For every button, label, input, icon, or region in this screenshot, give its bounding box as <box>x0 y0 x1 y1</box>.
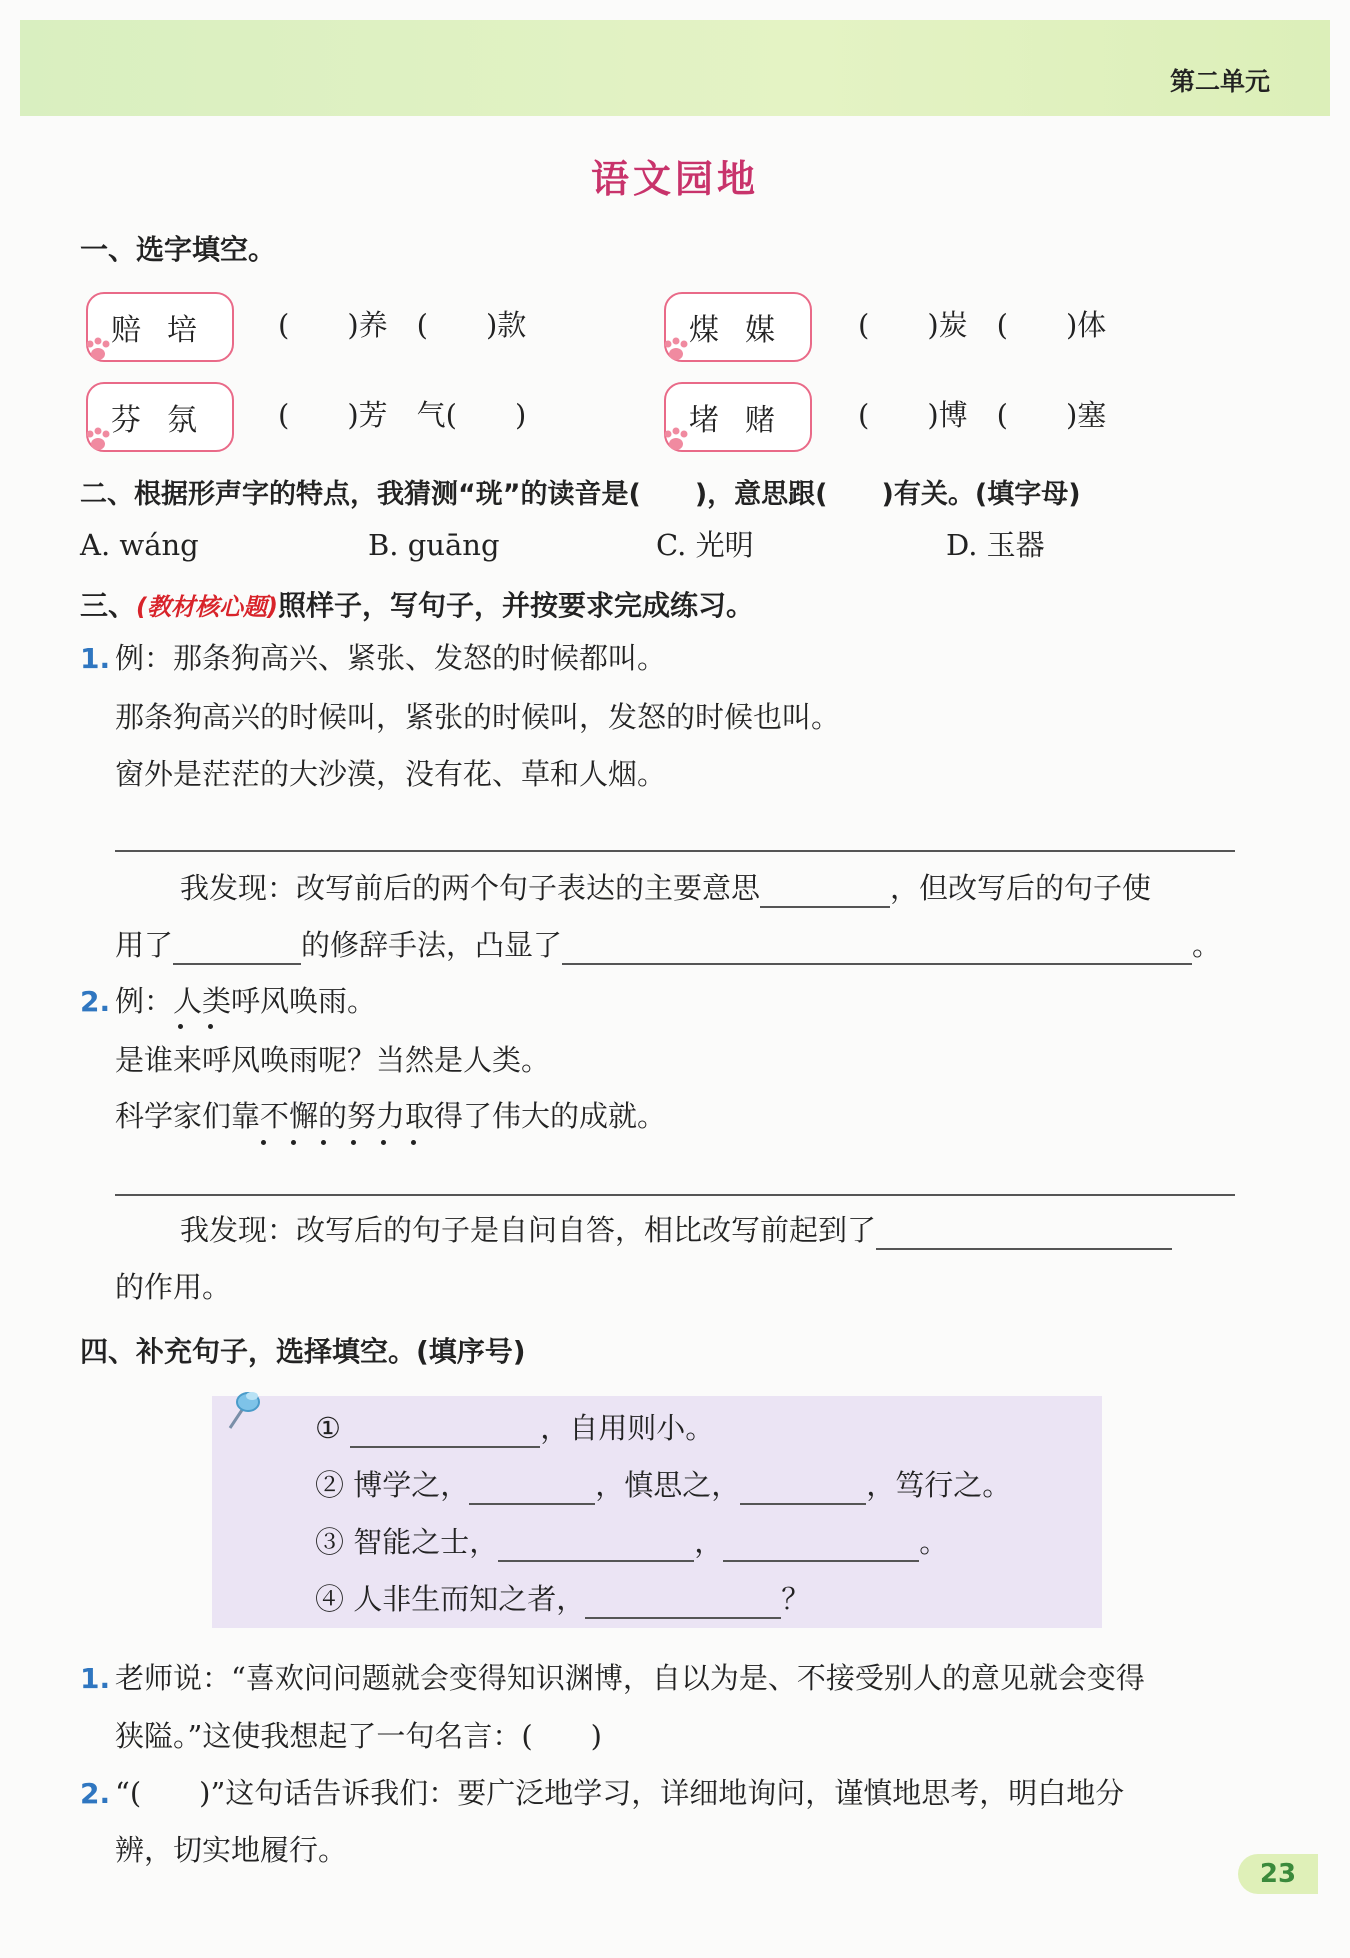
q4-1-line1: 老师说：“喜欢问问题就会变得知识渊博，自以为是、不接受别人的意见就会变得 <box>115 1661 1145 1695</box>
q3-2-finding-line1 <box>180 1210 1172 1250</box>
q3-2-number: 2. <box>80 985 111 1018</box>
q3-1-finding-b: ，但改写后的句子使 <box>890 871 1152 905</box>
option-c: C. 光明 <box>656 528 754 562</box>
q3-1-example: 例：那条狗高兴、紧张、发怒的时候都叫。 <box>115 641 667 675</box>
section3-prefix: 三、 <box>80 589 137 622</box>
char-box-3-chars: 芬氛 <box>111 403 223 438</box>
q3-1-blank-rhetoric[interactable] <box>173 933 301 965</box>
q3-2-example: 例：人类呼风唤雨。 <box>115 984 377 1018</box>
section1-heading: 一、选字填空。 <box>80 233 277 266</box>
char-box-4-items: ( )博 ( )塞 <box>858 398 1107 432</box>
quote-4-b: ？ <box>781 1582 811 1616</box>
emphasis-dots <box>166 1024 236 1030</box>
q3-1-blank-meaning[interactable] <box>760 876 890 908</box>
q4-2-line1: “( )”这句话告诉我们：要广泛地学习，详细地询问，谨慎地思考，明白地分 <box>115 1776 1125 1810</box>
char-box-4-chars: 堵赌 <box>689 403 801 438</box>
quote-1-mark: ① <box>315 1411 341 1445</box>
quote-4-a: 人非生而知之者， <box>353 1582 586 1616</box>
quote-3 <box>315 1522 948 1562</box>
unit-label: 第二单元 <box>1169 67 1270 96</box>
option-d: D. 玉器 <box>946 528 1045 562</box>
q3-2-example-rewrite: 是谁来呼风唤雨呢？当然是人类。 <box>115 1043 551 1077</box>
quote-3-blank-2[interactable] <box>723 1530 919 1562</box>
quote-1-blank[interactable] <box>350 1416 540 1448</box>
q3-1-answer-line[interactable] <box>115 850 1235 852</box>
option-b: B. guāng <box>368 528 500 562</box>
q3-1-finding-end: 。 <box>1192 928 1222 962</box>
quote-3-a: 智能之士， <box>353 1525 499 1559</box>
quote-3-c: 。 <box>919 1525 949 1559</box>
q3-2-answer-line[interactable] <box>115 1194 1235 1196</box>
quote-2-c: ，笃行之。 <box>866 1468 1012 1502</box>
quote-1 <box>315 1408 714 1448</box>
section3-heading-text: 照样子，写句子，并按要求完成练习。 <box>277 589 754 622</box>
q3-1-number: 1. <box>80 642 111 675</box>
quote-2-blank-1[interactable] <box>469 1473 595 1505</box>
q3-2-finding-a: 我发现：改写后的句子是自问自答，相比改写前起到了 <box>180 1213 877 1247</box>
section3-heading <box>80 584 754 624</box>
quote-2-mark: ② <box>315 1468 345 1502</box>
quote-4-blank[interactable] <box>585 1587 781 1619</box>
paw-icon <box>84 336 112 362</box>
q3-1-sentence: 窗外是茫茫的大沙漠，没有花、草和人烟。 <box>115 757 667 791</box>
paw-icon <box>662 336 690 362</box>
q3-1-finding-d: 的修辞手法，凸显了 <box>301 928 563 962</box>
quote-2 <box>315 1465 1011 1505</box>
q4-2-number: 2. <box>80 1777 111 1810</box>
quote-3-b: ， <box>694 1525 724 1559</box>
page-number: 23 <box>1238 1854 1318 1894</box>
paw-icon <box>662 426 690 452</box>
quote-2-blank-2[interactable] <box>740 1473 866 1505</box>
paw-icon <box>84 426 112 452</box>
emphasis-dots <box>253 1140 453 1146</box>
q3-2-finding-line2: 的作用。 <box>115 1270 232 1304</box>
q3-1-finding-c: 用了 <box>115 928 174 962</box>
section4-heading: 四、补充句子，选择填空。(填序号) <box>80 1335 526 1368</box>
quote-4-mark: ④ <box>315 1582 345 1616</box>
pushpin-icon <box>222 1384 262 1434</box>
q3-1-blank-effect[interactable] <box>562 933 1192 965</box>
header-band <box>20 20 1330 116</box>
q4-1-number: 1. <box>80 1662 111 1695</box>
char-box-3-items: ( )芳 气( ) <box>278 398 527 432</box>
page-title: 语文园地 <box>590 157 759 201</box>
char-box-1-items: ( )养 ( )款 <box>278 308 527 342</box>
q3-1-finding-line1 <box>180 868 1151 908</box>
q3-1-finding-line2 <box>115 925 1221 965</box>
q3-2-blank-effect[interactable] <box>876 1218 1172 1250</box>
char-box-1-chars: 赔培 <box>111 313 223 348</box>
option-a: A. wáng <box>80 528 199 562</box>
quote-3-blank-1[interactable] <box>498 1530 694 1562</box>
core-question-tag: (教材核心题) <box>136 593 278 621</box>
quote-1-tail: ，自用则小。 <box>540 1411 715 1445</box>
char-box-2-chars: 煤媒 <box>689 313 801 348</box>
quote-4 <box>315 1579 810 1619</box>
q4-2-line2: 辨，切实地履行。 <box>115 1833 348 1867</box>
quote-3-mark: ③ <box>315 1525 345 1559</box>
quote-2-a: 博学之， <box>353 1468 470 1502</box>
q3-2-sentence: 科学家们靠不懈的努力取得了伟大的成就。 <box>115 1099 667 1133</box>
q3-1-finding-a: 我发现：改写前后的两个句子表达的主要意思 <box>180 871 761 905</box>
quote-2-b: ，慎思之， <box>595 1468 741 1502</box>
q3-1-example-rewrite: 那条狗高兴的时候叫，紧张的时候叫，发怒的时候也叫。 <box>115 700 841 734</box>
section2-heading: 二、根据形声字的特点，我猜测“珖”的读音是( )，意思跟( )有关。(填字母) <box>80 479 1081 510</box>
q4-1-line2: 狭隘。”这使我想起了一句名言：( ) <box>115 1719 602 1753</box>
char-box-2-items: ( )炭 ( )体 <box>858 308 1107 342</box>
